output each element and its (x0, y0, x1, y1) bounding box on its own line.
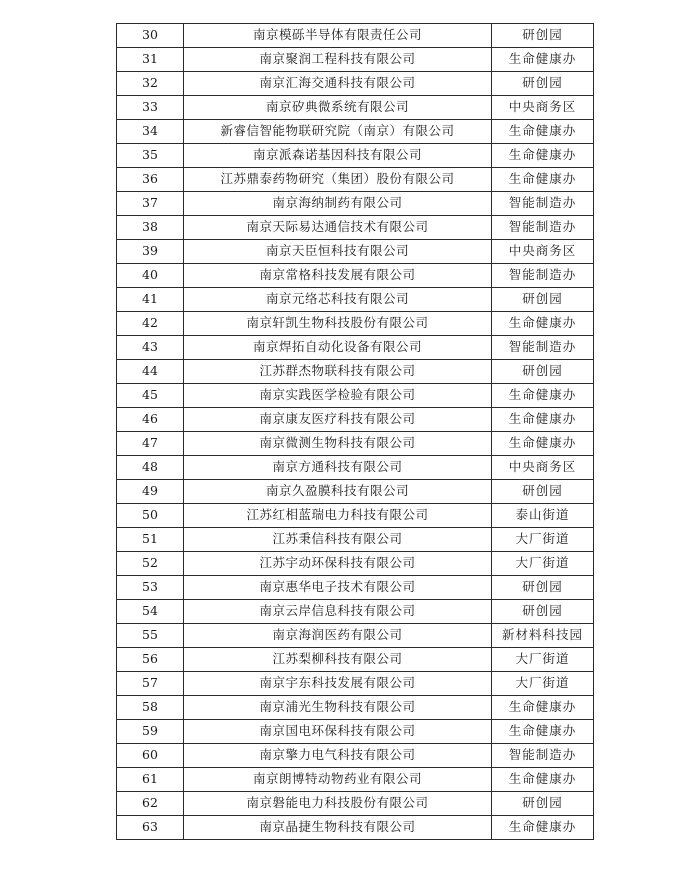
company-name-cell: 南京晶捷生物科技有限公司 (184, 816, 492, 840)
district-cell: 生命健康办 (492, 48, 594, 72)
table-row (117, 744, 594, 768)
district-cell: 研创园 (492, 792, 594, 816)
company-name-cell: 南京云岸信息科技有限公司 (184, 600, 492, 624)
district-cell: 新材料科技园 (492, 624, 594, 648)
table-row (117, 336, 594, 360)
company-name-cell: 南京惠华电子技术有限公司 (184, 576, 492, 600)
district-cell: 生命健康办 (492, 816, 594, 840)
row-index-cell: 61 (117, 768, 184, 792)
row-index-cell: 44 (117, 360, 184, 384)
district-cell: 泰山街道 (492, 504, 594, 528)
district-cell: 生命健康办 (492, 144, 594, 168)
company-name-cell: 南京轩凯生物科技股份有限公司 (184, 312, 492, 336)
district-cell: 生命健康办 (492, 408, 594, 432)
company-name-cell: 南京汇海交通科技有限公司 (184, 72, 492, 96)
row-index-cell: 33 (117, 96, 184, 120)
company-name-cell: 江苏红相蓝瑞电力科技有限公司 (184, 504, 492, 528)
row-index-cell: 38 (117, 216, 184, 240)
row-index-cell: 39 (117, 240, 184, 264)
table-row (117, 456, 594, 480)
district-cell: 大厂街道 (492, 528, 594, 552)
district-cell: 生命健康办 (492, 312, 594, 336)
company-name-cell: 南京久盈膜科技有限公司 (184, 480, 492, 504)
district-cell: 智能制造办 (492, 264, 594, 288)
district-cell: 大厂街道 (492, 648, 594, 672)
row-index-cell: 41 (117, 288, 184, 312)
company-name-cell: 南京焊拓自动化设备有限公司 (184, 336, 492, 360)
table-row (117, 816, 594, 840)
table-row (117, 624, 594, 648)
company-name-cell: 江苏宇动环保科技有限公司 (184, 552, 492, 576)
company-name-cell: 江苏梨柳科技有限公司 (184, 648, 492, 672)
row-index-cell: 55 (117, 624, 184, 648)
company-name-cell: 南京天际易达通信技术有限公司 (184, 216, 492, 240)
row-index-cell: 57 (117, 672, 184, 696)
table-row (117, 480, 594, 504)
table-row (117, 720, 594, 744)
company-name-cell: 南京矽典微系统有限公司 (184, 96, 492, 120)
table-body (117, 24, 594, 840)
row-index-cell: 42 (117, 312, 184, 336)
row-index-cell: 62 (117, 792, 184, 816)
row-index-cell: 37 (117, 192, 184, 216)
district-cell: 中央商务区 (492, 96, 594, 120)
district-cell: 中央商务区 (492, 456, 594, 480)
table-row (117, 672, 594, 696)
district-cell: 智能制造办 (492, 744, 594, 768)
row-index-cell: 49 (117, 480, 184, 504)
district-cell: 生命健康办 (492, 384, 594, 408)
district-cell: 研创园 (492, 72, 594, 96)
row-index-cell: 50 (117, 504, 184, 528)
row-index-cell: 45 (117, 384, 184, 408)
row-index-cell: 46 (117, 408, 184, 432)
table-row (117, 72, 594, 96)
table-row (117, 240, 594, 264)
company-name-cell: 南京磐能电力科技股份有限公司 (184, 792, 492, 816)
row-index-cell: 59 (117, 720, 184, 744)
table-row (117, 648, 594, 672)
district-cell: 生命健康办 (492, 120, 594, 144)
company-name-cell: 新睿信智能物联研究院（南京）有限公司 (184, 120, 492, 144)
table-row (117, 144, 594, 168)
row-index-cell: 40 (117, 264, 184, 288)
company-name-cell: 南京方通科技有限公司 (184, 456, 492, 480)
district-cell: 智能制造办 (492, 192, 594, 216)
table-row (117, 24, 594, 48)
table-row (117, 528, 594, 552)
table-row (117, 432, 594, 456)
row-index-cell: 47 (117, 432, 184, 456)
company-name-cell: 南京实践医学检验有限公司 (184, 384, 492, 408)
table-row (117, 408, 594, 432)
row-index-cell: 60 (117, 744, 184, 768)
row-index-cell: 30 (117, 24, 184, 48)
table-row (117, 504, 594, 528)
district-cell: 生命健康办 (492, 168, 594, 192)
company-name-cell: 南京海纳制药有限公司 (184, 192, 492, 216)
table-row (117, 96, 594, 120)
table-row (117, 264, 594, 288)
company-name-cell: 南京浦光生物科技有限公司 (184, 696, 492, 720)
company-name-cell: 江苏鼎泰药物研究（集团）股份有限公司 (184, 168, 492, 192)
table-row (117, 168, 594, 192)
row-index-cell: 36 (117, 168, 184, 192)
row-index-cell: 35 (117, 144, 184, 168)
district-cell: 研创园 (492, 24, 594, 48)
row-index-cell: 51 (117, 528, 184, 552)
company-name-cell: 南京国电环保科技有限公司 (184, 720, 492, 744)
table-row (117, 120, 594, 144)
table-row (117, 288, 594, 312)
table-row (117, 792, 594, 816)
company-name-cell: 南京康友医疗科技有限公司 (184, 408, 492, 432)
district-cell: 生命健康办 (492, 432, 594, 456)
district-cell: 大厂街道 (492, 552, 594, 576)
company-name-cell: 南京宇东科技发展有限公司 (184, 672, 492, 696)
row-index-cell: 53 (117, 576, 184, 600)
row-index-cell: 34 (117, 120, 184, 144)
row-index-cell: 31 (117, 48, 184, 72)
table-row (117, 48, 594, 72)
district-cell: 生命健康办 (492, 768, 594, 792)
company-name-cell: 江苏秉信科技有限公司 (184, 528, 492, 552)
company-name-cell: 南京常格科技发展有限公司 (184, 264, 492, 288)
district-cell: 生命健康办 (492, 696, 594, 720)
company-name-cell: 南京元络芯科技有限公司 (184, 288, 492, 312)
district-cell: 研创园 (492, 480, 594, 504)
row-index-cell: 43 (117, 336, 184, 360)
row-index-cell: 54 (117, 600, 184, 624)
company-name-cell: 南京聚润工程科技有限公司 (184, 48, 492, 72)
company-name-cell: 南京派森诺基因科技有限公司 (184, 144, 492, 168)
company-name-cell: 南京擎力电气科技有限公司 (184, 744, 492, 768)
district-cell: 大厂街道 (492, 672, 594, 696)
district-cell: 研创园 (492, 360, 594, 384)
row-index-cell: 56 (117, 648, 184, 672)
row-index-cell: 63 (117, 816, 184, 840)
row-index-cell: 48 (117, 456, 184, 480)
table-row (117, 216, 594, 240)
district-cell: 研创园 (492, 600, 594, 624)
table-row (117, 384, 594, 408)
company-name-cell: 南京朗博特动物药业有限公司 (184, 768, 492, 792)
company-name-cell: 南京海润医药有限公司 (184, 624, 492, 648)
table-row (117, 360, 594, 384)
company-table (116, 23, 594, 840)
table-row (117, 312, 594, 336)
table-row (117, 600, 594, 624)
table-row (117, 576, 594, 600)
table-row (117, 696, 594, 720)
row-index-cell: 52 (117, 552, 184, 576)
table-row (117, 768, 594, 792)
district-cell: 研创园 (492, 288, 594, 312)
district-cell: 中央商务区 (492, 240, 594, 264)
company-name-cell: 南京天臣恒科技有限公司 (184, 240, 492, 264)
row-index-cell: 32 (117, 72, 184, 96)
company-name-cell: 南京模砾半导体有限责任公司 (184, 24, 492, 48)
district-cell: 生命健康办 (492, 720, 594, 744)
district-cell: 智能制造办 (492, 216, 594, 240)
table-row (117, 552, 594, 576)
company-name-cell: 江苏群杰物联科技有限公司 (184, 360, 492, 384)
district-cell: 智能制造办 (492, 336, 594, 360)
table-row (117, 192, 594, 216)
company-name-cell: 南京微测生物科技有限公司 (184, 432, 492, 456)
district-cell: 研创园 (492, 576, 594, 600)
row-index-cell: 58 (117, 696, 184, 720)
